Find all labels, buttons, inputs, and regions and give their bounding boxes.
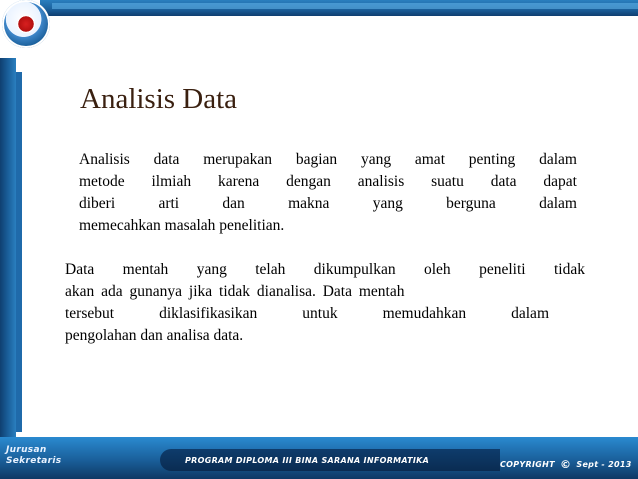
paragraph1-line2: metode ilmiah karena dengan analisis suatu data dapat xyxy=(79,173,577,190)
paragraph1-line3: diberi arti dan makna yang berguna dalam xyxy=(79,195,577,212)
paragraph2-line3: tersebut diklasifikasikan untuk memudahkan dalam xyxy=(65,305,549,322)
paragraph2-line2: akan ada gunanya jika tidak dianalisa. Data mentah xyxy=(65,283,405,300)
paragraph1-line1: Analisis data merupakan bagian yang amat penting dalam xyxy=(79,151,577,168)
top-frame-highlight xyxy=(52,3,638,9)
paragraph-data-mentah xyxy=(65,259,585,347)
logo-center xyxy=(17,15,35,33)
bsi-logo-icon xyxy=(2,0,50,48)
paragraph2-line4: pengolahan dan analisa data. xyxy=(65,327,244,344)
left-frame-bar xyxy=(0,58,16,478)
left-frame-inner xyxy=(16,72,22,432)
paragraph1-line4: memecahkan masalah penelitian. xyxy=(79,217,285,234)
copyright-icon: © xyxy=(559,458,572,471)
footer-department: Jurusan Sekretaris xyxy=(6,445,62,466)
footer-copyright: COPYRIGHT © Sept - 2013 xyxy=(500,458,632,471)
slide-title: Analisis Data xyxy=(80,83,238,115)
footer-program: PROGRAM DIPLOMA III BINA SARANA INFORMATIKA xyxy=(185,456,430,465)
paragraph-analisis xyxy=(79,149,577,237)
paragraph2-line1: Data mentah yang telah dikumpulkan oleh peneliti tidak xyxy=(65,261,585,278)
